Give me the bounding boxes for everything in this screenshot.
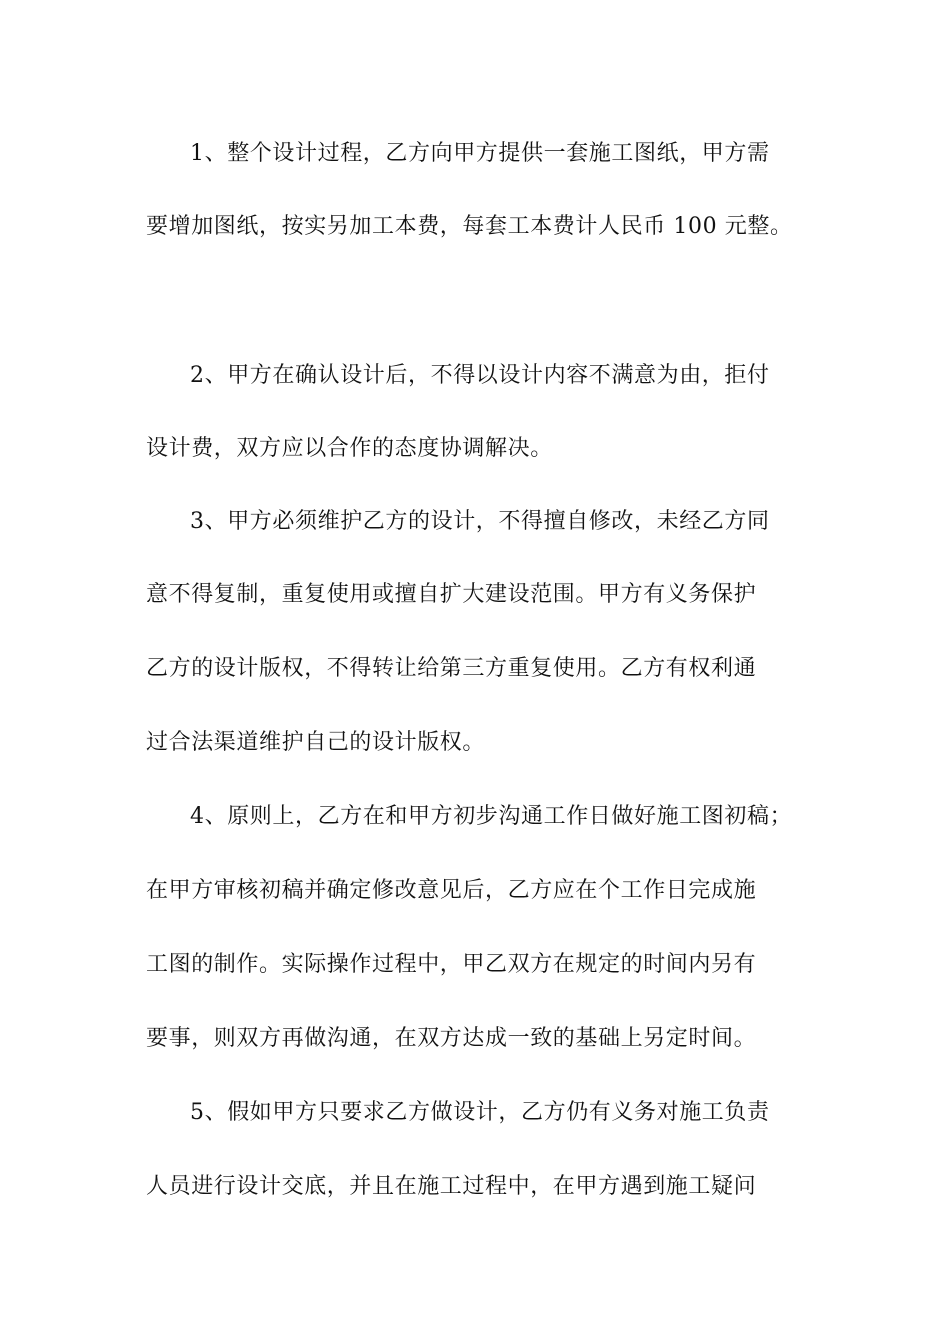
paragraph-4-line-2: 在甲方审核初稿并确定修改意见后，乙方应在个工作日完成施 [146, 878, 757, 903]
paragraph-3-line-1: 3、甲方必须维护乙方的设计，不得擅自修改，未经乙方同 [190, 509, 770, 534]
paragraph-3-line-2: 意不得复制，重复使用或擅自扩大建设范围。甲方有义务保护 [146, 582, 757, 607]
paragraph-2-line-2: 设计费，双方应以合作的态度协调解决。 [146, 436, 553, 461]
paragraph-3-line-3: 乙方的设计版权，不得转让给第三方重复使用。乙方有权利通 [146, 656, 757, 681]
paragraph-5-line-2: 人员进行设计交底，并且在施工过程中，在甲方遇到施工疑问 [146, 1174, 757, 1199]
paragraph-4-line-4: 要事，则双方再做沟通，在双方达成一致的基础上另定时间。 [146, 1026, 757, 1051]
paragraph-4-line-1: 4、原则上，乙方在和甲方初步沟通工作日做好施工图初稿； [190, 804, 793, 829]
paragraph-5-line-1: 5、假如甲方只要求乙方做设计，乙方仍有义务对施工负责 [190, 1100, 770, 1125]
paragraph-1-line-1: 1、整个设计过程，乙方向甲方提供一套施工图纸，甲方需 [190, 141, 770, 166]
paragraph-2-line-1: 2、甲方在确认设计后，不得以设计内容不满意为由，拒付 [190, 363, 770, 388]
paragraph-4-line-3: 工图的制作。实际操作过程中，甲乙双方在规定的时间内另有 [146, 952, 757, 977]
paragraph-1-line-2: 要增加图纸，按实另加工本费，每套工本费计人民币 100 元整。 [146, 214, 793, 239]
paragraph-3-line-4: 过合法渠道维护自己的设计版权。 [146, 730, 486, 755]
